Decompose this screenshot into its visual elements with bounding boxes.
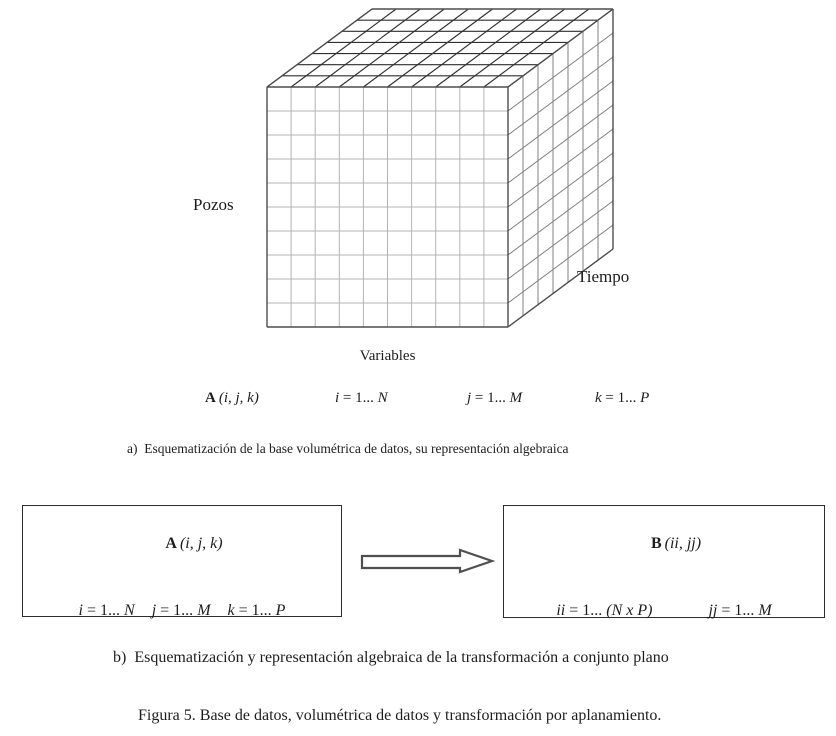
box-a-range-i: i = 1... N [78, 602, 135, 619]
caption-b: b) Esquematización y representación algebraica de la transformación a conjunto plano [113, 649, 669, 666]
box-b-title: B (ii, jj) [650, 535, 702, 552]
tensor-args: (i, j, k) [218, 390, 259, 406]
range-i: i = 1... N [335, 390, 388, 406]
box-a-title: A (i, j, k) [165, 535, 223, 552]
transform-arrow-icon [350, 540, 500, 582]
axis-label-pozos: Pozos [193, 195, 234, 214]
box-a-range-j: j = 1... M [151, 602, 211, 619]
range-k: k = 1... P [595, 390, 650, 406]
box-a-range-k: k = 1... P [227, 602, 286, 619]
box-b-ranges [504, 602, 824, 620]
axis-label-variables: Variables [359, 348, 416, 364]
box-b-range-jj: jj = 1... M [708, 602, 772, 619]
figure-caption: Figura 5. Base de datos, volumétrica de datos y transformación por aplanamiento. [138, 707, 662, 724]
box-b [503, 505, 825, 618]
tensor-a-notation [205, 390, 259, 407]
caption-a: a) Esquematización de la base volumétrica de datos, su representación algebraica [127, 441, 569, 456]
box-a-ranges [23, 602, 341, 620]
axis-label-tiempo: Tiempo [577, 267, 630, 286]
tensor-symbol: A [205, 390, 216, 406]
box-a [22, 505, 342, 617]
range-j: j = 1... M [467, 390, 523, 406]
box-b-range-ii: ii = 1... (N x P) [556, 602, 653, 619]
